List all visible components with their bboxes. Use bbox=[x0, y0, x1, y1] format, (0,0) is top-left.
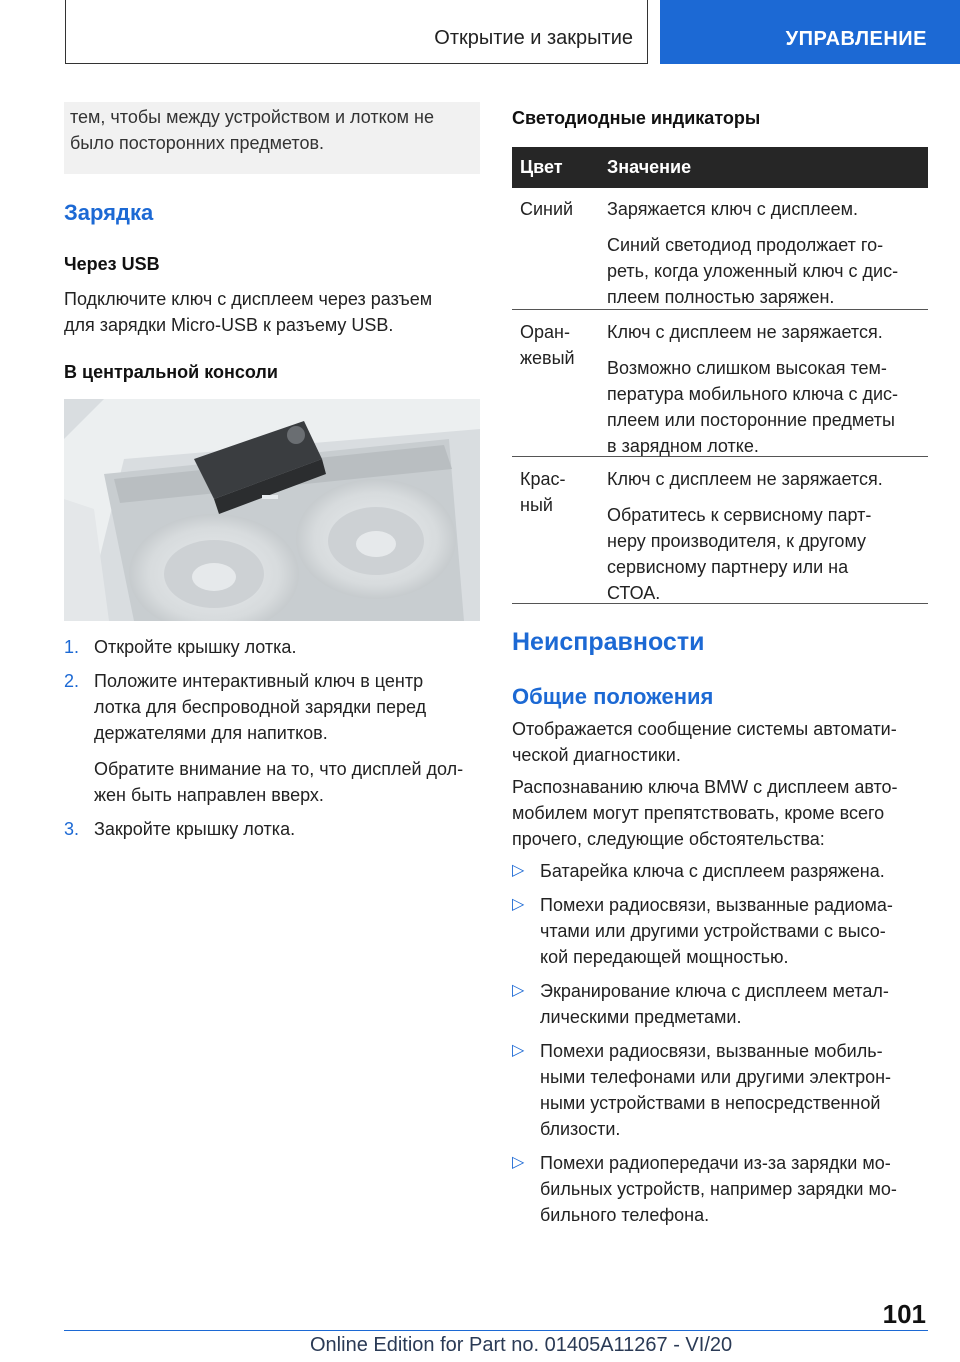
text-line: плеем полностью заряжен. bbox=[607, 287, 835, 307]
list-item bbox=[64, 634, 480, 660]
text-line: Помехи радиосвязи, вызванные радиома- bbox=[540, 895, 893, 915]
text-line: ными телефонами или другими электрон- bbox=[540, 1067, 892, 1087]
text-line: Обратите внимание на то, что дисплей дол- bbox=[94, 759, 464, 779]
text-line: ческой диагностики. bbox=[512, 745, 681, 765]
text-line: Обратитесь к сервисному парт- bbox=[607, 505, 872, 525]
steps-list bbox=[64, 634, 480, 842]
text-line: близости. bbox=[540, 1119, 621, 1139]
text-line: неру производителя, к другому bbox=[607, 531, 867, 551]
text-line: жевый bbox=[520, 348, 575, 368]
step-number bbox=[64, 756, 94, 808]
text-line: для зарядки Micro-USB к разъему USB. bbox=[64, 315, 394, 335]
table-header bbox=[512, 147, 928, 188]
table-cell-meaning bbox=[607, 319, 927, 459]
step-number: 1. bbox=[64, 637, 80, 657]
text-line: реть, когда уложенный ключ с дис- bbox=[607, 261, 899, 281]
page-number: 101 bbox=[882, 1299, 926, 1329]
text-line: Ключ с дисплеем не заряжается. bbox=[607, 469, 883, 489]
header-section-title: Открытие и закрытие bbox=[434, 27, 633, 49]
text-line: Батарейка ключа с дисплеем разряжена. bbox=[540, 861, 885, 881]
usb-heading: Через USB bbox=[64, 254, 160, 274]
triangle-bullet-icon: ▷ bbox=[512, 862, 525, 879]
list-item bbox=[512, 1150, 928, 1228]
text-line: пература мобильного ключа с дис- bbox=[607, 384, 899, 404]
table-row-divider bbox=[512, 309, 928, 310]
text-line: Распознаванию ключа BMW с дисплеем авто- bbox=[512, 777, 898, 797]
note-line: было посторонних предметов. bbox=[70, 133, 325, 153]
step-number: 3. bbox=[64, 819, 80, 839]
column-header-meaning: Значение bbox=[607, 157, 692, 177]
text-line: ными устройствами в непосредственной bbox=[540, 1093, 881, 1113]
text-line: Отображается сообщение системы автомати- bbox=[512, 719, 897, 739]
charging-heading: Зарядка bbox=[64, 200, 154, 225]
text-line: бильного телефона. bbox=[540, 1205, 710, 1225]
note-line: тем, чтобы между устройством и лотком не bbox=[70, 107, 434, 127]
triangle-bullet-icon: ▷ bbox=[512, 896, 525, 913]
faults-heading: Неисправности bbox=[512, 628, 705, 656]
text-line: чтами или другими устройствами с высо- bbox=[540, 921, 886, 941]
table-cell-meaning bbox=[607, 466, 927, 606]
text-line: Заряжается ключ с дисплеем. bbox=[607, 199, 858, 219]
text-line: Экранирование ключа с дисплеем метал- bbox=[540, 981, 889, 1001]
general-heading: Общие положения bbox=[512, 684, 714, 709]
text-line: лотка для беспроводной зарядки перед bbox=[94, 697, 427, 717]
footer-divider bbox=[64, 1330, 928, 1331]
edition-text: Online Edition for Part no. 01405A11267 - VI/20 bbox=[310, 1334, 733, 1356]
triangle-bullet-icon: ▷ bbox=[512, 1154, 525, 1171]
table-row-divider bbox=[512, 456, 928, 457]
list-item bbox=[64, 756, 480, 808]
text-line: Возможно слишком высокая тем- bbox=[607, 358, 887, 378]
console-tray-drawing bbox=[64, 399, 480, 621]
text-line: Синий светодиод продолжает го- bbox=[607, 235, 884, 255]
list-item bbox=[512, 978, 928, 1030]
note-box bbox=[64, 102, 480, 174]
table-cell-color bbox=[520, 466, 566, 518]
bullet-list bbox=[512, 858, 928, 1228]
table-cell-color bbox=[520, 319, 575, 371]
table-cell-color bbox=[520, 196, 573, 222]
console-heading: В центральной консоли bbox=[64, 362, 278, 382]
text-line: Крас- bbox=[520, 469, 566, 489]
table-cell-meaning bbox=[607, 196, 927, 310]
text-line: жен быть направлен вверх. bbox=[94, 785, 324, 805]
column-header-color: Цвет bbox=[520, 157, 563, 177]
text-line: плеем или посторонние предметы bbox=[607, 410, 895, 430]
text-line: мобилем могут препятствовать, кроме всего bbox=[512, 803, 885, 823]
triangle-bullet-icon: ▷ bbox=[512, 1042, 525, 1059]
general-paragraph-1 bbox=[512, 716, 928, 768]
step-number: 2. bbox=[64, 671, 80, 691]
header-chapter-tab[interactable] bbox=[660, 0, 960, 64]
text-line: кой передающей мощностью. bbox=[540, 947, 789, 967]
text-line: Откройте крышку лотка. bbox=[94, 637, 297, 657]
usb-paragraph bbox=[64, 286, 480, 338]
text-line: в зарядном лотке. bbox=[607, 436, 759, 456]
list-item bbox=[512, 1038, 928, 1142]
list-item bbox=[512, 892, 928, 970]
header-section-box bbox=[65, 0, 648, 64]
console-tray-illustration bbox=[64, 399, 480, 621]
text-line: сервисному партнеру или на bbox=[607, 557, 849, 577]
text-line: прочего, следующие обстоятельства: bbox=[512, 829, 825, 849]
text-line: ный bbox=[520, 495, 553, 515]
text-line: держателями для напитков. bbox=[94, 723, 328, 743]
list-item bbox=[64, 816, 480, 842]
text-line: СТОА. bbox=[607, 583, 661, 603]
text-line: Синий bbox=[520, 199, 574, 219]
text-line: Подключите ключ с дисплеем через разъем bbox=[64, 289, 433, 309]
text-line: Положите интерактивный ключ в центр bbox=[94, 671, 424, 691]
list-item bbox=[64, 668, 480, 746]
text-line: Ключ с дисплеем не заряжается. bbox=[607, 322, 883, 342]
text-line: лическими предметами. bbox=[540, 1007, 742, 1027]
led-heading: Светодиодные индикаторы bbox=[512, 108, 761, 128]
header-chapter-title: УПРАВЛЕНИЕ bbox=[785, 28, 927, 50]
text-line: бильных устройств, например зарядки мо- bbox=[540, 1179, 897, 1199]
triangle-bullet-icon: ▷ bbox=[512, 982, 525, 999]
general-paragraph-2 bbox=[512, 774, 928, 852]
text-line: Закройте крышку лотка. bbox=[94, 819, 296, 839]
text-line: Помехи радиопередачи из-за зарядки мо- bbox=[540, 1153, 891, 1173]
list-item bbox=[512, 858, 928, 884]
table-row-divider bbox=[512, 603, 928, 604]
text-line: Помехи радиосвязи, вызванные мобиль- bbox=[540, 1041, 883, 1061]
text-line: Оран- bbox=[520, 322, 570, 342]
